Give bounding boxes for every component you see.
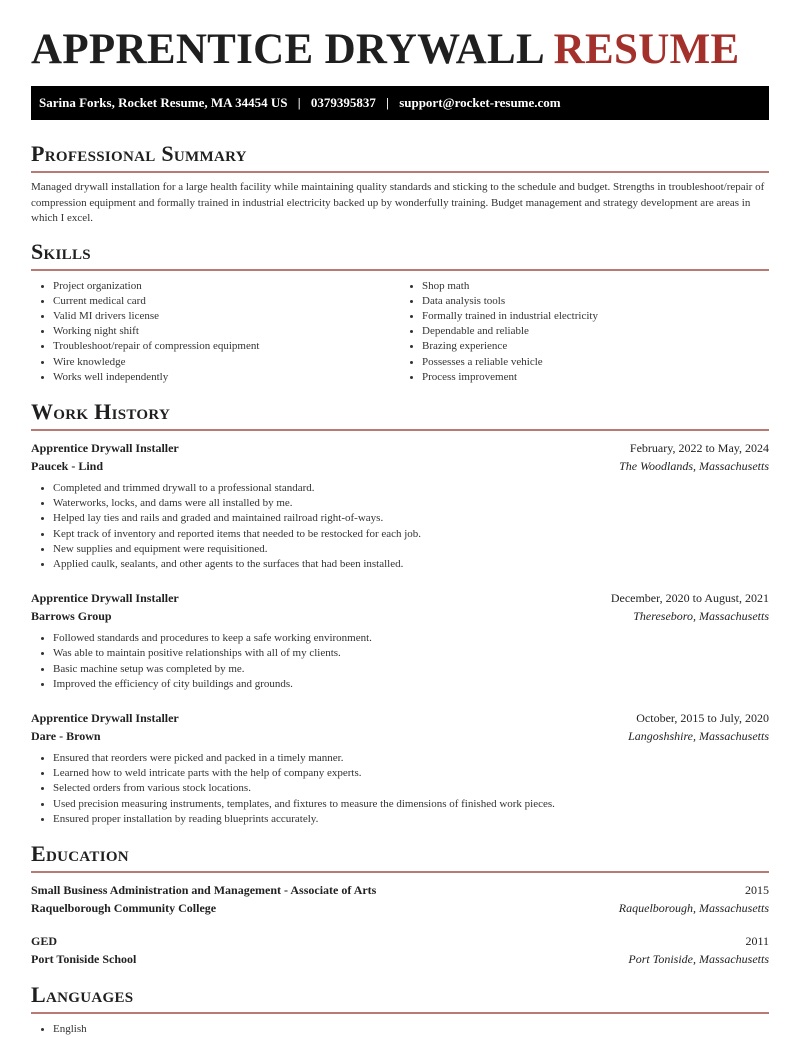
education-entry <box>31 881 769 917</box>
section-divider <box>31 429 769 431</box>
education-subheader <box>31 950 769 968</box>
title-accent: RESUME <box>553 26 740 73</box>
summary-text: Managed drywall installation for a large health facility while maintaining quality standards and sticking to the schedule and budget. Strengths in troubleshoot/repair of compression equipment and formally trained in industrial electricity backed up by wonderfully training. Budget management and strategy development are areas in which I excel. <box>31 181 765 224</box>
education-header <box>31 932 769 950</box>
skill-item: • Current medical card <box>53 294 400 309</box>
section-divider <box>31 171 769 173</box>
job-bullet: • Selected orders from various stock locations. <box>53 781 769 796</box>
skills-list-right <box>400 279 769 385</box>
job-bullet: • Used precision measuring instruments, templates, and fixtures to measure the dimensions of finished work pieces. <box>53 797 769 812</box>
education-location: Raquelborough, Massachusetts <box>618 900 769 915</box>
job-title: Apprentice Drywall Installer <box>31 440 179 455</box>
summary-section <box>31 141 769 227</box>
section-divider <box>31 1012 769 1014</box>
skill-item: • Process improvement <box>422 370 769 385</box>
education-subheader <box>31 899 769 917</box>
job-entry <box>31 709 769 827</box>
education-degree: Small Business Administration and Management - Associate of Arts <box>31 882 377 897</box>
contact-bar <box>31 86 769 120</box>
skill-item: • Working night shift <box>53 324 400 339</box>
job-dates: February, 2022 to May, 2024 <box>629 440 769 455</box>
education-year: 2015 <box>745 882 769 897</box>
job-bullet: • Ensured proper installation by reading blueprints accurately. <box>53 812 769 827</box>
job-header <box>31 709 769 727</box>
skill-item: • Valid MI drivers license <box>53 309 400 324</box>
education-school: Port Toniside School <box>31 951 137 966</box>
job-location: Thereseboro, Massachusetts <box>633 609 769 624</box>
section-title-languages: Languages <box>31 981 134 1007</box>
job-location: Langoshshire, Massachusetts <box>628 728 769 743</box>
job-bullets <box>31 751 769 827</box>
skill-item: • Formally trained in industrial electricity <box>422 309 769 324</box>
resume-title <box>31 0 769 86</box>
education-school: Raquelborough Community College <box>31 900 217 915</box>
job-company: Dare - Brown <box>31 728 101 743</box>
job-subheader <box>31 457 769 475</box>
section-divider <box>31 871 769 873</box>
skill-item: • Shop math <box>422 279 769 294</box>
language-item: • English <box>53 1022 769 1037</box>
title-main: APPRENTICE DRYWALL <box>31 26 543 73</box>
job-subheader <box>31 727 769 745</box>
job-dates: October, 2015 to July, 2020 <box>636 710 769 725</box>
job-bullets <box>31 481 769 572</box>
section-title-summary: Professional Summary <box>31 141 247 166</box>
section-divider <box>31 269 769 271</box>
education-header <box>31 881 769 899</box>
job-company: Paucek - Lind <box>31 458 104 473</box>
skill-item: • Brazing experience <box>422 339 769 354</box>
job-bullet: • Helped lay ties and rails and graded and maintained railroad right-of-ways. <box>53 511 769 526</box>
skills-section <box>31 239 769 385</box>
job-bullet: • Improved the efficiency of city buildings and grounds. <box>53 677 769 692</box>
job-bullet: • New supplies and equipment were requisitioned. <box>53 542 769 557</box>
skill-item: • Works well independently <box>53 370 400 385</box>
education-location: Port Toniside, Massachusetts <box>628 951 769 966</box>
job-entry <box>31 439 769 572</box>
job-bullet: • Was able to maintain positive relationships with all of my clients. <box>53 646 769 661</box>
section-title-skills: Skills <box>31 238 91 264</box>
skill-item: • Data analysis tools <box>422 294 769 309</box>
job-bullet: • Kept track of inventory and reported items that needed to be restocked for each job. <box>53 527 769 542</box>
job-bullet: • Applied caulk, sealants, and other agents to the surfaces that had been installed. <box>53 557 769 572</box>
skill-item: • Troubleshoot/repair of compression equipment <box>53 339 400 354</box>
job-dates: December, 2020 to August, 2021 <box>610 591 769 606</box>
job-bullet: • Followed standards and procedures to keep a safe working environment. <box>53 631 769 646</box>
section-title-education: Education <box>31 840 129 866</box>
education-entry <box>31 932 769 968</box>
job-bullets <box>31 631 769 692</box>
work-history-section <box>31 399 769 827</box>
education-year: 2011 <box>745 933 769 948</box>
job-entry <box>31 589 769 692</box>
job-title: Apprentice Drywall Installer <box>31 710 179 725</box>
contact-separator: | <box>297 95 301 110</box>
skills-list-left <box>31 279 400 385</box>
resume-page <box>31 0 769 1037</box>
contact-phone[interactable]: 0379395837 <box>310 95 376 110</box>
skills-columns <box>31 279 769 385</box>
job-subheader <box>31 607 769 625</box>
job-bullet: • Completed and trimmed drywall to a professional standard. <box>53 481 769 496</box>
skill-item: • Dependable and reliable <box>422 324 769 339</box>
job-bullet: • Basic machine setup was completed by me. <box>53 662 769 677</box>
languages-section <box>31 982 769 1037</box>
job-bullet: • Learned how to weld intricate parts with the help of company experts. <box>53 766 769 781</box>
job-header <box>31 439 769 457</box>
job-location: The Woodlands, Massachusetts <box>619 458 769 473</box>
education-section <box>31 841 769 968</box>
job-header <box>31 589 769 607</box>
education-degree: GED <box>31 933 58 948</box>
contact-separator: | <box>386 95 389 110</box>
job-company: Barrows Group <box>31 609 112 624</box>
job-bullet: • Ensured that reorders were picked and packed in a timely manner. <box>53 751 769 766</box>
job-title: Apprentice Drywall Installer <box>31 591 179 606</box>
job-bullet: • Waterworks, locks, and dams were all installed by me. <box>53 496 769 511</box>
contact-address: Sarina Forks, Rocket Resume, MA 34454 US <box>39 95 288 110</box>
skill-item: • Wire knowledge <box>53 355 400 370</box>
section-title-work-history: Work History <box>31 398 171 424</box>
skill-item: • Project organization <box>53 279 400 294</box>
skill-item: • Possesses a reliable vehicle <box>422 355 769 370</box>
contact-email[interactable]: support@rocket-resume.com <box>399 95 561 110</box>
